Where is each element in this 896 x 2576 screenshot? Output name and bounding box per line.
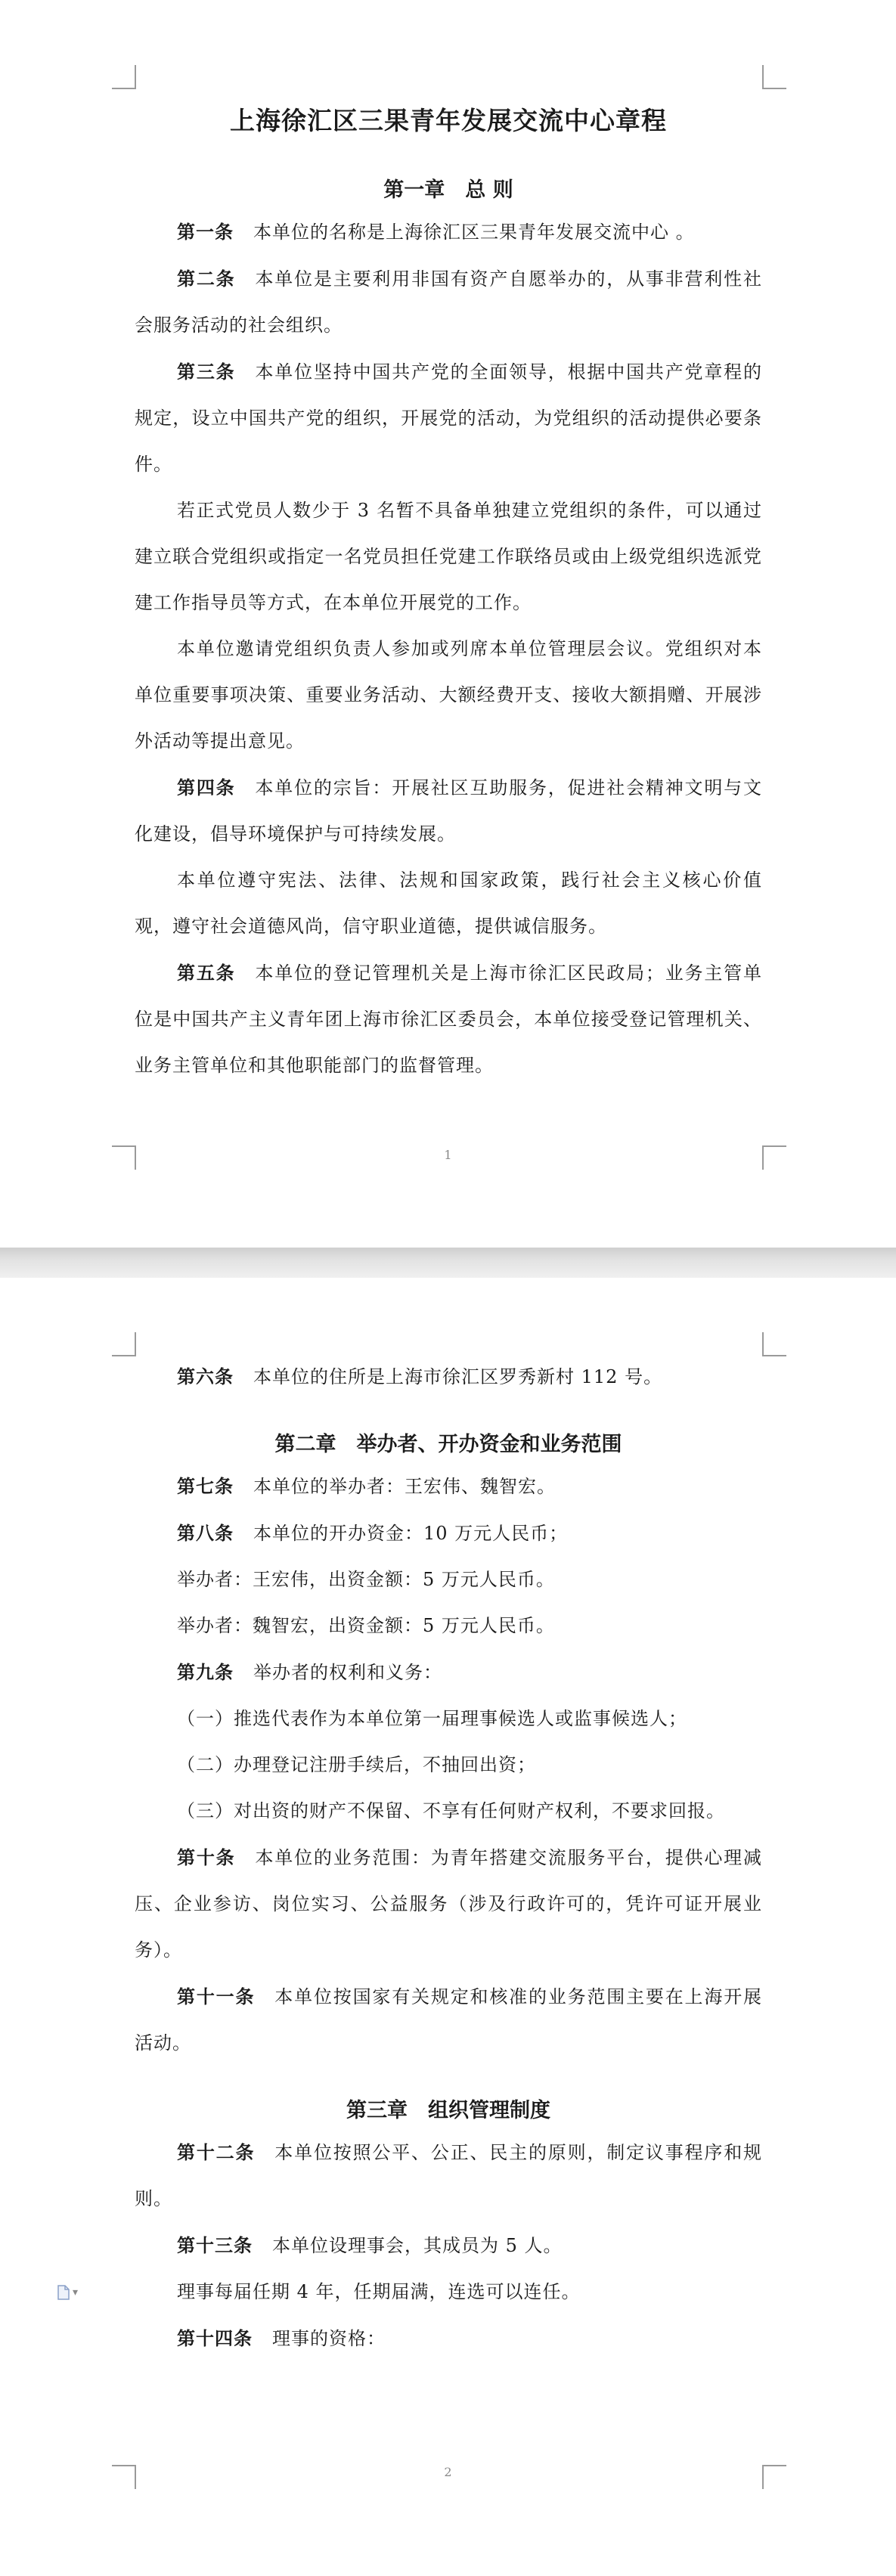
article-text: （一）推选代表作为本单位第一届理事候选人或监事候选人；: [177, 1708, 687, 1729]
article-text: 本单位的开办资金：10 万元人民币；: [253, 1523, 569, 1544]
article-number: 第二条: [177, 268, 236, 290]
article-text: 本单位按国家有关规定和核准的业务范围主要在上海开展活动。: [135, 1986, 763, 2054]
page-1-paragraphs: [135, 209, 762, 1089]
article-text: （二）办理登记注册手续后，不抽回出资；: [177, 1754, 536, 1775]
article-text: 举办者：王宏伟，出资金额：5 万元人民币。: [177, 1569, 555, 1590]
article-paragraph: [135, 1557, 762, 1603]
article-text: 理事每届任期 4 年，任期届满，连选可以连任。: [177, 2281, 581, 2302]
article-text: 若正式党员人数少于 3 名暂不具备单独建立党组织的条件，可以通过建立联合党组织或指定一名党员担任党建工作联络员或由上级党组织选派党建工作指导员等方式，在本单位开展党的工作。: [135, 500, 762, 613]
article-paragraph: [135, 349, 762, 488]
article-paragraph: [135, 1649, 762, 1696]
chapter-2-paragraphs: [135, 1463, 762, 2066]
article-number: 第六条: [177, 1365, 234, 1387]
article-number: 第十四条: [177, 2327, 253, 2349]
chapter-3-heading: 第三章 组织管理制度: [346, 2099, 550, 2122]
article-paragraph: [135, 2315, 762, 2362]
page-number: 2: [444, 2465, 452, 2479]
document-icon: [57, 2285, 70, 2300]
article-text: 本单位的宗旨：开展社区互助服务，促进社会精神文明与文化建设，倡导环境保护与可持续发展。: [135, 777, 763, 845]
article-text: 举办者的权利和义务：: [253, 1662, 442, 1683]
article-paragraph: [135, 2269, 762, 2315]
article-number: 第十条: [177, 1846, 236, 1868]
article-number: 第四条: [177, 777, 236, 798]
article-paragraph: [135, 764, 762, 857]
chapter-2-heading: 第二章 举办者、开办资金和业务范围: [274, 1433, 622, 1456]
article-paragraph: [135, 1973, 762, 2066]
article-paragraph: [135, 209, 762, 256]
corner-mark: [112, 1332, 136, 1356]
article-text: 举办者：魏智宏，出资金额：5 万元人民币。: [177, 1615, 555, 1636]
article-paragraph: [135, 488, 762, 626]
article-paragraph: [135, 1353, 762, 1400]
page-1-body: [135, 101, 762, 1089]
page-2-top-paragraphs: [135, 1353, 762, 1400]
article-text: 本单位的名称是上海徐汇区三果青年发展交流中心 。: [253, 222, 695, 243]
article-text: 本单位的登记管理机关是上海市徐汇区民政局；业务主管单位是中国共产主义青年团上海市徐汇区委员会，本单位接受登记管理机关、业务主管单位和其他职能部门的监督管理。: [135, 963, 763, 1076]
article-number: 第十一条: [177, 1985, 256, 2007]
article-text: 本单位的举办者：王宏伟、魏智宏。: [253, 1476, 556, 1497]
chapter-3-paragraphs: [135, 2129, 762, 2362]
article-paragraph: [135, 1510, 762, 1557]
page-1: [0, 0, 896, 1248]
article-number: 第十三条: [177, 2234, 253, 2256]
article-paragraph: [135, 256, 762, 349]
corner-mark: [762, 65, 786, 89]
article-paragraph: [135, 626, 762, 764]
article-text: 本单位的业务范围：为青年搭建交流服务平台，提供心理减压、企业参访、岗位实习、公益服务（涉及行政许可的，凭许可证开展业务）。: [135, 1847, 763, 1961]
article-paragraph: [135, 950, 762, 1089]
article-text: 理事的资格：: [272, 2328, 386, 2349]
article-number: 第七条: [177, 1475, 234, 1497]
article-paragraph: [135, 1788, 762, 1834]
article-text: 本单位设理事会，其成员为 5 人。: [272, 2235, 563, 2256]
article-paragraph: [135, 2129, 762, 2222]
article-paragraph: [135, 1463, 762, 1510]
article-paragraph: [135, 1742, 762, 1788]
corner-mark: [762, 1332, 786, 1356]
article-paragraph: [135, 1834, 762, 1973]
article-number: 第一条: [177, 221, 234, 243]
article-paragraph: [135, 1696, 762, 1742]
page-number: 1: [444, 1148, 452, 1162]
document-title: 上海徐汇区三果青年发展交流中心章程: [230, 106, 667, 135]
article-text: 本单位按照公平、公正、民主的原则，制定议事程序和规则。: [135, 2142, 763, 2209]
article-number: 第九条: [177, 1661, 234, 1683]
article-paragraph: [135, 2222, 762, 2269]
article-text: 本单位邀请党组织负责人参加或列席本单位管理层会议。党组织对本单位重要事项决策、重要业务活动、大额经费开支、接收大额捐赠、开展涉外活动等提出意见。: [135, 638, 762, 752]
chapter-heading: 第一章 总 则: [383, 178, 513, 202]
chevron-down-icon: ▾: [73, 2286, 79, 2299]
page-2-body: [135, 1353, 762, 2362]
article-text: （三）对出资的财产不保留、不享有任何财产权利，不要求回报。: [177, 1800, 725, 1821]
side-document-icon[interactable]: [57, 2283, 83, 2302]
page-2: [0, 1278, 896, 2571]
article-paragraph: [135, 1603, 762, 1649]
article-number: 第十二条: [177, 2141, 256, 2163]
article-number: 第三条: [177, 361, 236, 383]
article-text: 本单位坚持中国共产党的全面领导，根据中国共产党章程的规定，设立中国共产党的组织，开展党的活动，为党组织的活动提供必要条件。: [135, 361, 763, 475]
article-text: 本单位遵守宪法、法律、法规和国家政策，践行社会主义核心价值观，遵守社会道德风尚，信守职业道德，提供诚信服务。: [135, 870, 762, 937]
article-number: 第五条: [177, 962, 236, 984]
corner-mark: [112, 65, 136, 89]
article-number: 第八条: [177, 1522, 234, 1544]
article-text: 本单位的住所是上海市徐汇区罗秀新村 112 号。: [253, 1366, 663, 1387]
page-separator: [0, 1248, 896, 1278]
article-text: 本单位是主要利用非国有资产自愿举办的，从事非营利性社会服务活动的社会组织。: [135, 268, 763, 336]
article-paragraph: [135, 857, 762, 950]
